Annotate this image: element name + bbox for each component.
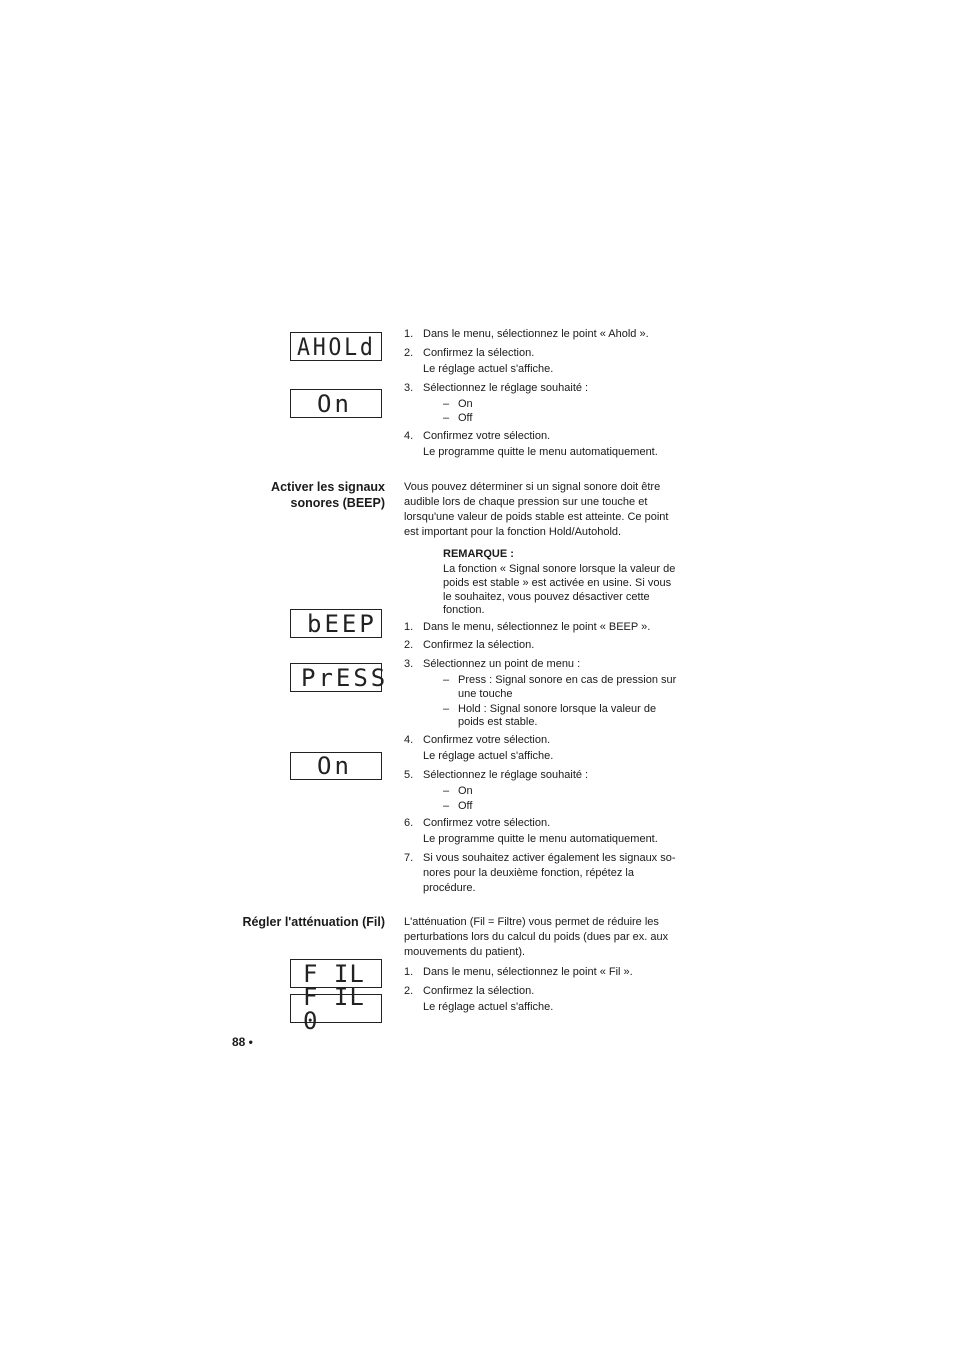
step-number: 4. (404, 734, 414, 746)
step-subtext: Le réglage actuel s'affiche. (423, 363, 554, 375)
option-text: Press : Signal sonore en cas de pression sur (458, 674, 677, 686)
option-text: Off (458, 800, 473, 812)
step-text: Dans le menu, sélectionnez le point « Fil ». (423, 966, 633, 978)
option-text: Hold : Signal sonore lorsque la valeur de (458, 703, 657, 715)
intro-line: L'atténuation (Fil = Filtre) vous permet de réduire les (404, 916, 659, 928)
step-subtext: Le programme quitte le menu automatiquement. (423, 833, 658, 845)
lcd-text: bEEP (307, 609, 377, 638)
step-number: 2. (404, 347, 414, 359)
intro-line: audible lors de chaque pression sur une touche et (404, 496, 648, 508)
note-line: La fonction « Signal sonore lorsque la valeur de (443, 563, 676, 575)
lcd-display-beep (290, 609, 382, 638)
lcd-text: On (317, 389, 352, 418)
intro-line: mouvements du patient). (404, 946, 526, 958)
intro-line: perturbations lors du calcul du poids (dues par ex. aux (404, 931, 669, 943)
step-number: 6. (404, 817, 414, 829)
step-number: 2. (404, 639, 414, 651)
intro-line: Vous pouvez déterminer si un signal sonore doit être (404, 481, 661, 493)
step-text: Confirmez la sélection. (423, 347, 535, 359)
note-line: fonction. (443, 604, 485, 616)
dash-bullet: – (443, 674, 450, 686)
step-text: Confirmez votre sélection. (423, 734, 551, 746)
option-text: On (458, 785, 473, 797)
step-text: Sélectionnez le réglage souhaité : (423, 769, 589, 781)
note-title: REMARQUE : (443, 548, 514, 560)
step-number: 2. (404, 985, 414, 997)
step-number: 3. (404, 382, 414, 394)
step-text: Confirmez votre sélection. (423, 430, 551, 442)
step-text: Confirmez votre sélection. (423, 817, 551, 829)
lcd-display-on-2 (290, 752, 382, 780)
intro-line: est important pour la fonction Hold/Autohold. (404, 526, 622, 538)
lcd-text: AHOLd (297, 332, 376, 361)
option-text: On (458, 398, 473, 410)
dash-bullet: – (443, 412, 450, 424)
lcd-text: On (317, 752, 352, 780)
step-text: Confirmez la sélection. (423, 639, 535, 651)
step-text: procédure. (423, 882, 476, 894)
option-text: Off (458, 412, 473, 424)
step-number: 3. (404, 658, 414, 670)
option-text: poids est stable. (458, 716, 538, 728)
lcd-text: PrESS (301, 663, 389, 692)
intro-line: lorsqu'une valeur de poids stable est atteinte. Ce point (404, 511, 669, 523)
note-line: le souhaitez, vous pouvez désactiver cette (443, 591, 650, 603)
dash-bullet: – (443, 398, 450, 410)
lcd-display-ahold (290, 332, 382, 361)
lcd-display-on (290, 389, 382, 418)
step-subtext: Le programme quitte le menu automatiquement. (423, 446, 658, 458)
dash-bullet: – (443, 703, 450, 715)
dash-bullet: – (443, 800, 450, 812)
lcd-display-press (290, 663, 389, 692)
dash-bullet: – (443, 785, 450, 797)
note-line: poids est stable » est activée en usine. Si vous (443, 577, 672, 589)
step-number: 4. (404, 430, 414, 442)
step-text: nores pour la deuxième fonction, répétez la (423, 867, 634, 879)
lcd-display-fil-0 (290, 982, 382, 1035)
step-subtext: Le réglage actuel s'affiche. (423, 750, 554, 762)
step-number: 1. (404, 621, 414, 633)
lcd-text: F IL (303, 959, 365, 988)
section-heading-beep-line2: sonores (BEEP) (290, 496, 385, 510)
section-heading-fil: Régler l'atténuation (Fil) (242, 915, 385, 929)
step-text: Dans le menu, sélectionnez le point « Ahold ». (423, 328, 649, 340)
option-text: une touche (458, 688, 513, 700)
step-text: Sélectionnez un point de menu : (423, 658, 581, 670)
step-number: 1. (404, 328, 414, 340)
lcd-text: F IL 0 (303, 982, 365, 1035)
step-text: Confirmez la sélection. (423, 985, 535, 997)
step-text: Sélectionnez le réglage souhaité : (423, 382, 589, 394)
step-subtext: Le réglage actuel s'affiche. (423, 1001, 554, 1013)
step-number: 1. (404, 966, 414, 978)
step-text: Si vous souhaitez activer également les signaux so- (423, 852, 676, 864)
step-number: 7. (404, 852, 414, 864)
section-heading-beep-line1: Activer les signaux (271, 480, 385, 494)
step-text: Dans le menu, sélectionnez le point « BEEP ». (423, 621, 651, 633)
page-number: 88 • (232, 1035, 253, 1049)
step-number: 5. (404, 769, 414, 781)
